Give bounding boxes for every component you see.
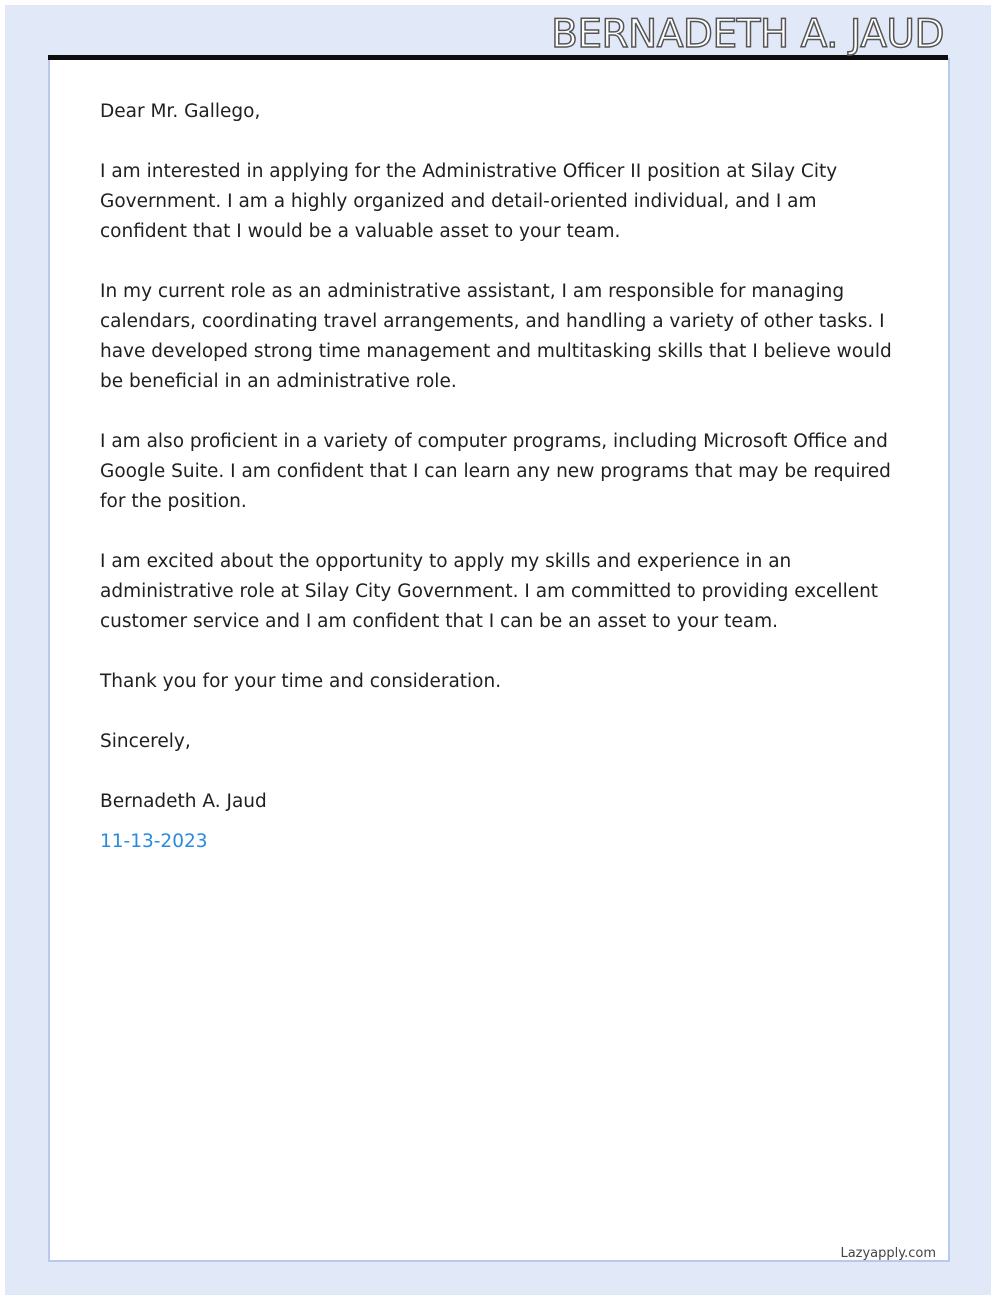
paragraph-2: In my current role as an administrative assistant, I am responsible for managing calendars, coordinating travel arrangements, and handling a variety of other tasks. I have developed strong time management and multitasking skills that I believe would be beneficial in an administrative role. xyxy=(100,281,892,392)
paragraph-4: I am excited about the opportunity to apply my skills and experience in an administrative role at Silay City Government. I am committed to providing excellent customer service and I am confident that I can be an asset to your team. xyxy=(100,551,879,632)
letter-body xyxy=(100,97,900,857)
paragraph-1: I am interested in applying for the Administrative Officer II position at Silay City Government. I am a highly organized and detail-oriented individual, and I am confident that I would be a valuable asset to your team. xyxy=(100,161,838,242)
paragraph-3: I am also proficient in a variety of computer programs, including Microsoft Office and Google Suite. I am confident that I can learn any new programs that may be required for the position. xyxy=(100,431,891,512)
watermark: Lazyapply.com xyxy=(840,1246,936,1261)
thanks-line: Thank you for your time and consideration. xyxy=(100,671,502,692)
salutation: Dear Mr. Gallego, xyxy=(100,101,261,122)
date-link[interactable]: 11-13-2023 xyxy=(100,831,208,852)
header-name: BERNADETH A. JAUD xyxy=(551,12,944,57)
closing: Sincerely, xyxy=(100,731,191,752)
signer-name: Bernadeth A. Jaud xyxy=(100,791,267,812)
